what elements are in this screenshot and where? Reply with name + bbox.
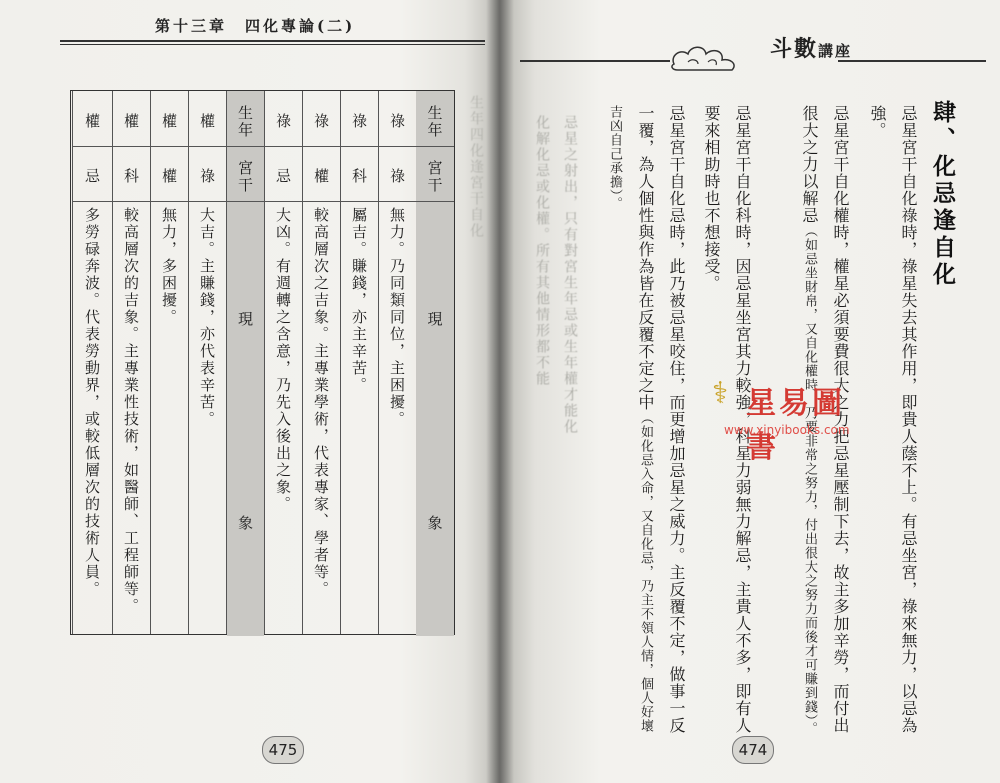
table-cell: 權 xyxy=(160,168,178,185)
table-cell: 祿 xyxy=(350,113,368,130)
table-cell-header: 生年 xyxy=(416,91,454,146)
table-cell: 大吉。主賺錢，亦代表辛苦。 xyxy=(198,207,216,428)
table-cell: 無力。乃同類同位，主困擾。 xyxy=(388,207,406,428)
watermark-url: www.xinyibooks.com xyxy=(724,423,850,437)
table-cell: 科 xyxy=(122,168,140,185)
table-column xyxy=(264,91,302,634)
table-cell: 屬吉。賺錢，亦主辛苦。 xyxy=(350,207,368,394)
table-cell-header: 宮干 xyxy=(416,146,454,201)
table-column xyxy=(378,91,416,634)
table-cell: 大凶。有週轉之含意，乃先入後出之象。 xyxy=(274,207,292,513)
table-cell-header: 生年 xyxy=(227,91,264,146)
table-cell: 科 xyxy=(350,168,368,185)
table-cell: 無力，多困擾。 xyxy=(160,207,178,326)
paragraph-note: （如忌坐財帛，又自化權時，乃要非常之努力，付出很大之努力而後才可賺到錢）。 xyxy=(802,224,817,736)
right-running-head xyxy=(770,32,852,63)
table-cell: 祿 xyxy=(388,113,406,130)
table-cell: 多勞碌奔波。代表勞動界，或較低層次的技術人員。 xyxy=(83,207,101,598)
right-page-number: 474 xyxy=(732,736,774,764)
left-head-rule xyxy=(60,40,485,42)
table-cell: 權 xyxy=(122,113,140,130)
table-column xyxy=(416,91,454,634)
table-cell: 較高層次之吉象。主專業學術，代表專家、學者等。 xyxy=(312,207,330,598)
table-cell-header: 現 象 xyxy=(227,201,264,636)
left-ghost-text: 生年四化逢宮干自化 xyxy=(468,95,484,239)
paragraph: 忌星宮干自化忌時，此乃被忌星咬住，而更增加忌星之威力。主反覆不定，做事一反一覆，為人個性與作為皆在反覆不定之中（如化忌入命，又自化忌，乃主不領人情，個人好壞吉凶自己承擔）。 xyxy=(607,105,686,734)
left-page-number: 475 xyxy=(262,736,304,764)
table-column xyxy=(112,91,150,634)
table-cell-header: 現 象 xyxy=(416,201,454,636)
table-cell: 較高層次的吉象。主專業性技術，如醫師、工程師等。 xyxy=(122,207,140,615)
paragraph-note: （如化忌入命，又自化忌，乃主不領人情，個人好壞吉凶自己承擔）。 xyxy=(607,105,653,733)
table-cell: 權 xyxy=(160,113,178,130)
table-cell: 祿 xyxy=(312,113,330,130)
book-gutter xyxy=(486,0,514,783)
left-running-head: 第十三章 四化專論(二) xyxy=(155,17,356,35)
table-cell: 祿 xyxy=(198,168,216,185)
right-running-head-sub: 講座 xyxy=(818,42,853,60)
paragraph: 忌星宮干自化祿時，祿星失去其作用，即貴人蔭不上。有忌坐宮，祿來無力，以忌為強。 xyxy=(868,105,918,734)
table-cell: 祿 xyxy=(274,113,292,130)
table-column xyxy=(72,91,112,634)
table-column xyxy=(340,91,378,634)
table-cell: 權 xyxy=(198,113,216,130)
right-ghost-text: 忌星之射出，只有對宮生年忌或生年權才能化 xyxy=(562,115,578,435)
table-column xyxy=(226,91,264,634)
right-head-rule-left xyxy=(520,60,670,62)
table-cell: 祿 xyxy=(388,168,406,185)
table-column xyxy=(302,91,340,634)
sihua-table xyxy=(70,90,455,635)
table-cell-header: 宮干 xyxy=(227,146,264,201)
table-column xyxy=(188,91,226,634)
watermark-title: 星易圖書 xyxy=(746,386,845,465)
table-cell: 忌 xyxy=(83,168,101,185)
cloud-ornament-icon xyxy=(668,42,748,76)
left-head-rule-thin xyxy=(60,44,485,45)
table-cell: 權 xyxy=(83,113,101,130)
table-column xyxy=(150,91,188,634)
right-ghost-text: 化解化忌或化權。所有其他情形都不能 xyxy=(534,115,550,387)
right-head-rule-right xyxy=(838,60,986,62)
table-cell: 權 xyxy=(312,168,330,185)
table-cell: 忌 xyxy=(274,168,292,185)
paragraph: 忌星宮干自化科時，因忌星坐宮其力較強，科星力弱無力解忌，主貴人不多，即有人要來相助時也不想接受。 xyxy=(702,105,752,734)
right-running-head-title: 斗數 xyxy=(770,36,819,62)
paragraph: 忌星宮干自化權時，權星必須要費很大之力把忌星壓制下去，故主多加辛勞，而付出很大之力以解忌（如忌坐財帛，又自化權時，乃要非常之努力，付出很大之努力而後才可賺到錢）。 xyxy=(800,105,850,736)
seal-logo-icon: ⚕ xyxy=(712,376,729,411)
publisher-watermark xyxy=(712,376,872,465)
section-title: 肆、化忌逢自化 xyxy=(929,100,956,289)
